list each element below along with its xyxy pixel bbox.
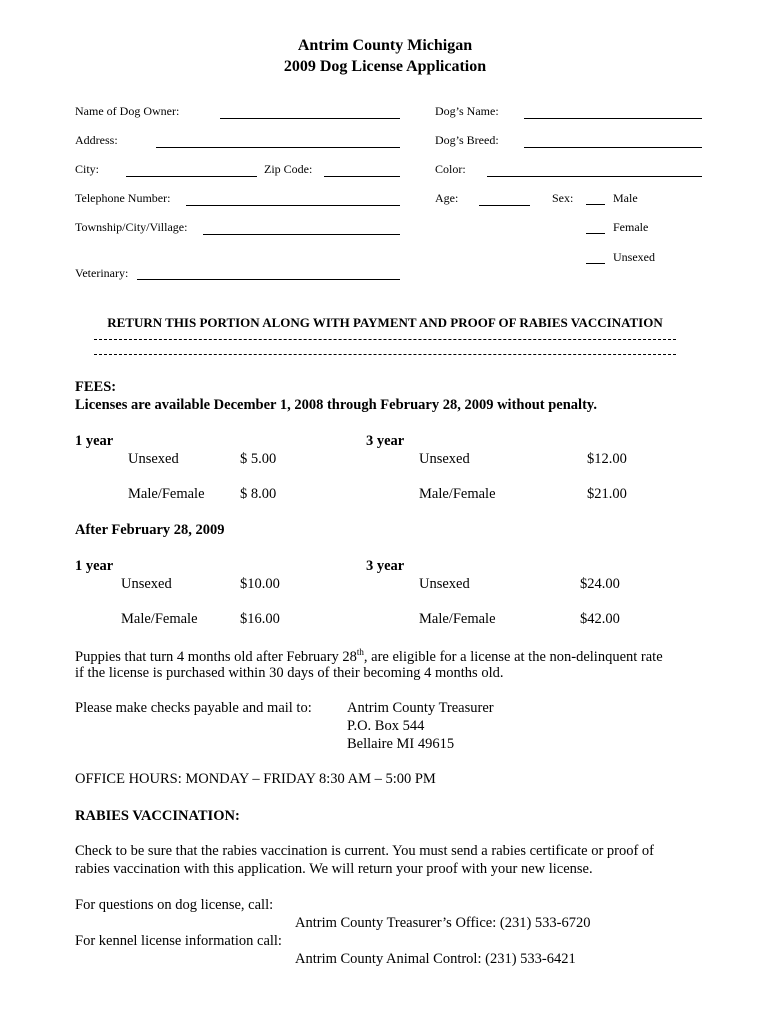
- dog-name-field[interactable]: [524, 118, 702, 119]
- late-one-unsexed-value: $10.00: [240, 576, 280, 592]
- township-label: Township/City/Village:: [75, 220, 188, 234]
- late-three-year-heading: 3 year: [366, 558, 405, 574]
- late-one-male-female-value: $16.00: [240, 611, 280, 627]
- fee-one-male-female-value: $ 8.00: [240, 486, 277, 502]
- telephone-field[interactable]: [186, 205, 400, 206]
- address-field[interactable]: [156, 147, 400, 148]
- fee-three-unsexed-value: $12.00: [587, 451, 627, 467]
- owner-name-label: Name of Dog Owner:: [75, 104, 180, 118]
- kennel-license-question: For kennel license information call:: [75, 933, 282, 949]
- mail-address-line1: Antrim County Treasurer: [347, 700, 494, 716]
- fee-one-unsexed-label: Unsexed: [128, 451, 179, 467]
- age-field[interactable]: [479, 205, 530, 206]
- owner-name-field[interactable]: [220, 118, 400, 119]
- late-one-year-heading: 1 year: [75, 558, 114, 574]
- page-title-line1: Antrim County Michigan: [297, 37, 473, 54]
- puppies-line1: [75, 647, 663, 666]
- animal-control-contact: Antrim County Animal Control: (231) 533-6421: [295, 951, 576, 967]
- fee-one-male-female-label: Male/Female: [128, 486, 205, 502]
- sex-female-checkbox[interactable]: [586, 233, 605, 234]
- dog-license-question: For questions on dog license, call:: [75, 897, 274, 913]
- dog-name-label: Dog’s Name:: [435, 104, 499, 118]
- fee-three-male-female-label: Male/Female: [419, 486, 496, 502]
- puppies-text-part1: Puppies that turn 4 months old after February 28: [75, 648, 357, 665]
- puppies-text-part2: , are eligible for a license at the non-delinquent rate: [363, 648, 663, 665]
- fee-one-unsexed-value: $ 5.00: [240, 451, 277, 467]
- fees-three-year-heading: 3 year: [366, 433, 405, 449]
- zip-field[interactable]: [324, 176, 400, 177]
- rabies-text-line1: Check to be sure that the rabies vaccination is current. You must send a rabies certificate or proof of: [75, 843, 655, 859]
- dog-breed-field[interactable]: [524, 147, 702, 148]
- sex-unsexed-label: Unsexed: [613, 250, 655, 264]
- late-three-male-female-value: $42.00: [580, 611, 620, 627]
- sex-label: Sex:: [552, 191, 574, 205]
- fee-three-male-female-value: $21.00: [587, 486, 627, 502]
- puppies-superscript: th: [356, 647, 364, 657]
- township-field[interactable]: [203, 234, 400, 235]
- zip-label: Zip Code:: [264, 162, 313, 176]
- return-notice: RETURN THIS PORTION ALONG WITH PAYMENT AND PROOF OF RABIES VACCINATION: [107, 315, 663, 330]
- dog-breed-label: Dog’s Breed:: [435, 133, 499, 147]
- veterinary-label: Veterinary:: [75, 266, 129, 280]
- mail-address-line2: P.O. Box 544: [347, 718, 425, 734]
- office-hours: OFFICE HOURS: MONDAY – FRIDAY 8:30 AM – 5:00 PM: [75, 771, 436, 787]
- sex-male-label: Male: [613, 191, 638, 205]
- cut-line-bottom: [94, 354, 676, 355]
- mail-label: Please make checks payable and mail to:: [75, 700, 312, 716]
- treasurer-contact: Antrim County Treasurer’s Office: (231) 533-6720: [295, 915, 591, 931]
- mail-address-line3: Bellaire MI 49615: [347, 736, 455, 752]
- rabies-text-line2: rabies vaccination with this application. We will return your proof with your new license.: [75, 861, 593, 877]
- city-field[interactable]: [126, 176, 257, 177]
- telephone-label: Telephone Number:: [75, 191, 171, 205]
- sex-female-label: Female: [613, 220, 649, 234]
- fees-heading: FEES:: [75, 379, 117, 395]
- sex-unsexed-checkbox[interactable]: [586, 263, 605, 264]
- fees-one-year-heading: 1 year: [75, 433, 114, 449]
- cut-line-top: [94, 339, 676, 340]
- late-one-male-female-label: Male/Female: [121, 611, 198, 627]
- puppies-line2: if the license is purchased within 30 days of their becoming 4 months old.: [75, 665, 504, 681]
- page-title-line2: 2009 Dog License Application: [283, 58, 487, 75]
- city-label: City:: [75, 162, 100, 176]
- fees-after-heading: After February 28, 2009: [75, 522, 225, 538]
- color-label: Color:: [435, 162, 466, 176]
- late-three-unsexed-value: $24.00: [580, 576, 620, 592]
- color-field[interactable]: [487, 176, 702, 177]
- age-label: Age:: [435, 191, 459, 205]
- fee-three-unsexed-label: Unsexed: [419, 451, 470, 467]
- rabies-heading: RABIES VACCINATION:: [75, 808, 240, 824]
- fees-availability: Licenses are available December 1, 2008 through February 28, 2009 without penalty.: [75, 397, 597, 413]
- address-label: Address:: [75, 133, 118, 147]
- late-one-unsexed-label: Unsexed: [121, 576, 172, 592]
- veterinary-field[interactable]: [137, 279, 400, 280]
- late-three-male-female-label: Male/Female: [419, 611, 496, 627]
- late-three-unsexed-label: Unsexed: [419, 576, 470, 592]
- sex-male-checkbox[interactable]: [586, 204, 605, 205]
